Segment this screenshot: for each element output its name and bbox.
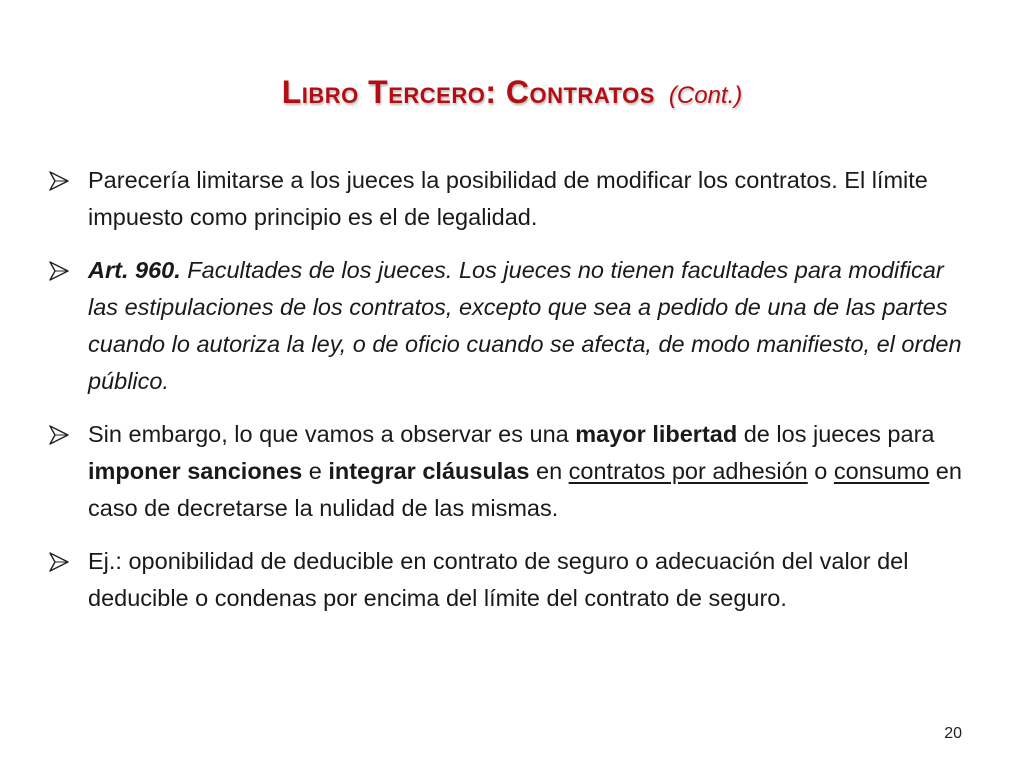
arrow-bullet-icon <box>48 551 70 573</box>
underlined-contratos-por-adhesion: contratos por adhesión <box>568 458 808 484</box>
bullet-item <box>48 416 968 527</box>
emphasis-integrar-clausulas: integrar cláusulas <box>328 458 530 484</box>
bullet-text: Parecería limitarse a los jueces la posibilidad de modificar los contratos. El límite impuesto como principio es el de legalidad. <box>88 167 928 230</box>
underlined-consumo: consumo <box>833 458 930 484</box>
bullet-text: Ej.: oponibilidad de deducible en contrato de seguro o adecuación del valor del deducible o condenas por encima del límite del contrato de seguro. <box>88 548 909 611</box>
bullet-text-segment: Sin embargo, lo que vamos a observar es una <box>88 421 576 447</box>
slide-title <box>0 74 1024 111</box>
bullet-text-segment: de los jueces para <box>737 421 935 447</box>
bullet-item <box>48 543 968 617</box>
page-number: 20 <box>944 725 962 742</box>
article-text: Facultades de los jueces. Los jueces no tienen facultades para modificar las estipulaciones de los contratos, excepto que sea a pedido de una de las partes cuando lo autoriza la ley, o de oficio cuando se afecta, de modo manifiesto, el orden público. <box>88 257 962 394</box>
title-suffix: (Cont.) <box>668 82 743 109</box>
bullet-text-segment: e <box>302 458 329 484</box>
bullet-text-segment: en <box>529 458 569 484</box>
emphasis-mayor-libertad: mayor libertad <box>575 421 738 447</box>
arrow-bullet-icon <box>48 260 70 282</box>
bullet-list <box>48 162 968 633</box>
bullet-item <box>48 162 968 236</box>
arrow-bullet-icon <box>48 424 70 446</box>
bullet-text-segment: en caso de decretarse la nulidad de las mismas. <box>88 458 962 521</box>
arrow-bullet-icon <box>48 170 70 192</box>
article-reference: Art. 960. <box>88 257 181 283</box>
title-main: Libro Tercero: Contratos <box>281 74 655 110</box>
bullet-text-segment: o <box>807 458 834 484</box>
emphasis-imponer-sanciones: imponer sanciones <box>88 458 303 484</box>
bullet-item <box>48 252 968 400</box>
